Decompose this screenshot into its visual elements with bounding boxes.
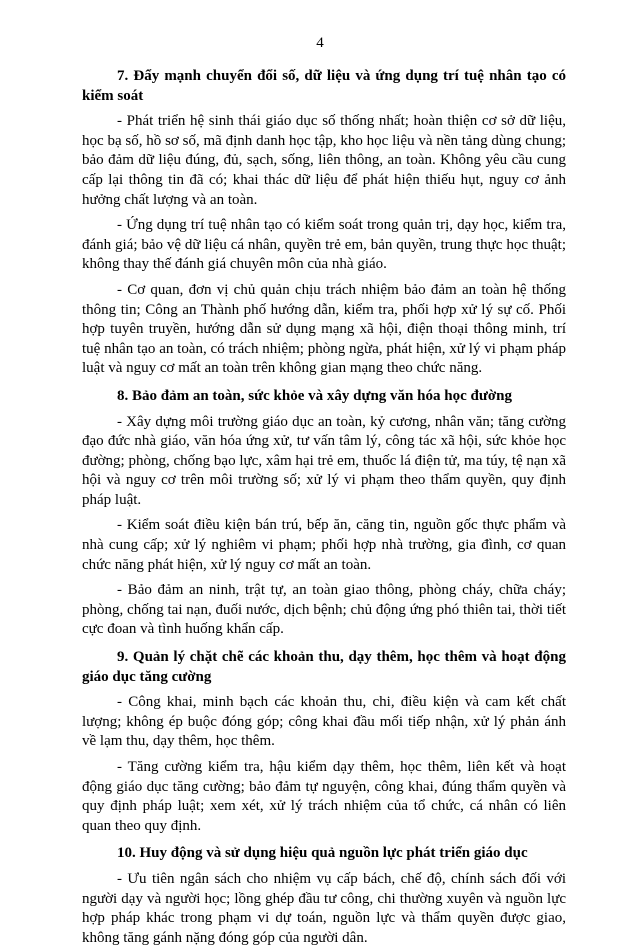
paragraph: - Cơ quan, đơn vị chủ quản chịu trách nhiệm bảo đảm an toàn hệ thống thông tin; Công an Thành phố hướng dẫn, kiểm tra, phối hợp xử lý sự cố. Phối hợp tuyên truyền, hướng dẫn sử dụng mạng xã hội, điện thoại thông minh, trí tuệ nhân tạo an toàn, có trách nhiệm; phòng ngừa, phát hiện, xử lý vi phạm pháp luật và nguy cơ mất an toàn trên không gian mạng theo chức năng. xyxy=(82,281,566,377)
page-content xyxy=(82,67,566,948)
section-7 xyxy=(82,67,566,379)
paragraph: - Công khai, minh bạch các khoản thu, chi, điều kiện và cam kết chất lượng; không ép buộc đóng góp; công khai đầu mối tiếp nhận, xử lý phản ánh về lạm thu, dạy thêm, học thêm. xyxy=(82,694,566,750)
paragraph: - Kiểm soát điều kiện bán trú, bếp ăn, căng tin, nguồn gốc thực phẩm và nhà cung cấp; xử lý nghiêm vi phạm; phối hợp nhà trường, gia đình, cơ quan chức năng phát hiện, xử lý nguy cơ mất an toàn. xyxy=(82,517,566,573)
paragraph: - Phát triển hệ sinh thái giáo dục số thống nhất; hoàn thiện cơ sở dữ liệu, học bạ số, hồ sơ số, mã định danh học tập, kho học liệu và nền tảng dùng chung; bảo đảm dữ liệu đúng, đủ, sạch, sống, liên thông, an toàn. Không yêu cầu cung cấp lại thông tin đã có; khai thác dữ liệu để phát hiện thiếu hụt, nguy cơ ảnh hưởng chất lượng và an toàn. xyxy=(82,113,566,208)
paragraph: - Tăng cường kiểm tra, hậu kiểm dạy thêm, học thêm, liên kết và hoạt động giáo dục tăng cường; bảo đảm tự nguyện, công khai, đúng thẩm quyền và quy định pháp luật; xem xét, xử lý trách nhiệm của tổ chức, cá nhân có liên quan theo quy định. xyxy=(82,759,566,834)
section-heading: 8. Bảo đảm an toàn, sức khỏe và xây dựng văn hóa học đường xyxy=(117,387,512,404)
section-8 xyxy=(82,387,566,640)
section-heading: 7. Đẩy mạnh chuyển đổi số, dữ liệu và ứng dụng trí tuệ nhân tạo có kiểm soát xyxy=(82,68,566,104)
paragraph: - Bảo đảm an ninh, trật tự, an toàn giao thông, phòng cháy, chữa cháy; phòng, chống tai nạn, đuối nước, dịch bệnh; chủ động ứng phó thiên tai, thời tiết cực đoan và tình huống khẩn cấp. xyxy=(82,582,566,638)
section-heading: 9. Quản lý chặt chẽ các khoản thu, dạy thêm, học thêm và hoạt động giáo dục tăng cường xyxy=(82,649,566,685)
section-10 xyxy=(82,844,566,948)
paragraph: - Xây dựng môi trường giáo dục an toàn, kỷ cương, nhân văn; tăng cường đạo đức nhà giáo, văn hóa ứng xử, tư vấn tâm lý, công tác xã hội, sức khỏe học đường; phòng, chống bạo lực, xâm hại trẻ em, thuốc lá điện tử, ma túy, tệ nạn xã hội và nguy cơ trên môi trường số; xử lý vi phạm theo thẩm quyền, quy định pháp luật. xyxy=(82,413,566,508)
paragraph: - Ưu tiên ngân sách cho nhiệm vụ cấp bách, chế độ, chính sách đối với người dạy và người học; lồng ghép đầu tư công, chi thường xuyên và nguồn lực hợp pháp khác trong phạm vi dự toán, nguồn lực và thẩm quyền được giao, không tăng gánh nặng đóng góp của người dân. xyxy=(82,870,566,946)
paragraph: - Ứng dụng trí tuệ nhân tạo có kiểm soát trong quản trị, dạy học, kiểm tra, đánh giá; bảo vệ dữ liệu cá nhân, quyền trẻ em, bản quyền, trung thực học thuật; không thay thế đánh giá chuyên môn của nhà giáo. xyxy=(82,217,566,273)
section-heading: 10. Huy động và sử dụng hiệu quả nguồn lực phát triển giáo dục xyxy=(117,845,528,862)
page-number: 4 xyxy=(316,35,324,51)
section-9 xyxy=(82,648,566,836)
